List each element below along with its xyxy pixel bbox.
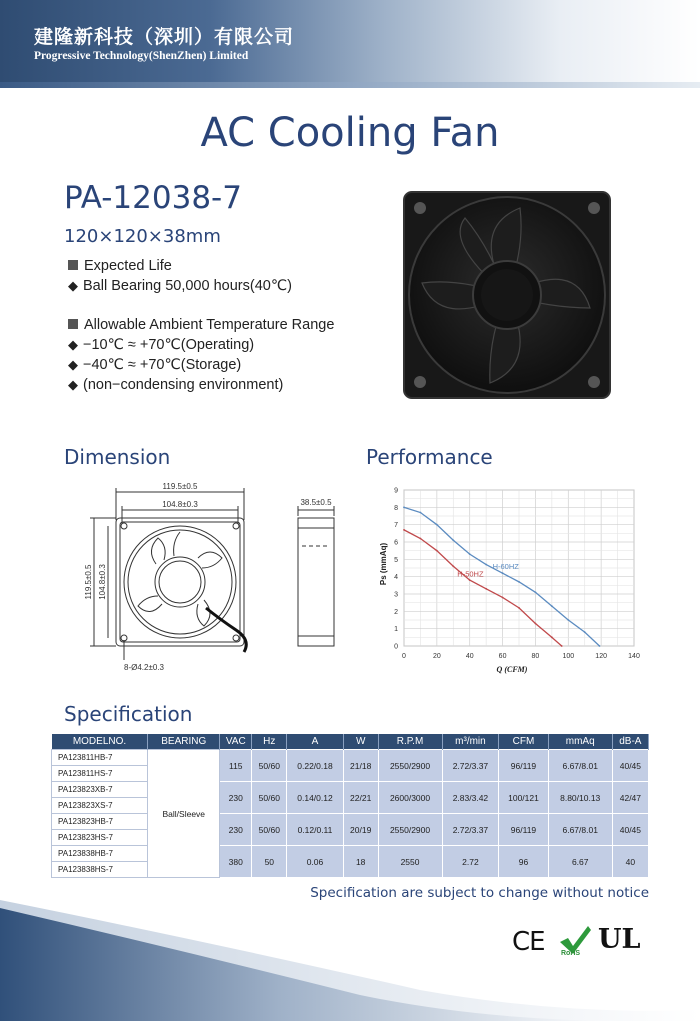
spec-value-cell: 2550 <box>378 846 442 878</box>
expected-life-value <box>68 278 292 294</box>
rohs-label: RoHS <box>561 950 581 957</box>
spec-value-cell: 0.14/0.12 <box>287 782 344 814</box>
company-name-en: Progressive Technology(ShenZhen) Limited <box>34 50 249 62</box>
spec-value-cell: 230 <box>220 782 252 814</box>
dimension-drawing <box>86 480 356 675</box>
spec-value-cell: 21/18 <box>343 750 378 782</box>
chart-data-point <box>403 529 405 531</box>
column-header: dB-A <box>612 734 648 750</box>
temperature-storage <box>68 357 241 373</box>
chart-series-label: H-50HZ <box>457 569 484 579</box>
diamond-bullet-icon: ◆ <box>68 337 78 352</box>
chart-data-point <box>561 645 563 647</box>
spec-value-cell: 40/45 <box>612 814 648 846</box>
spec-value-cell: 20/19 <box>343 814 378 846</box>
chart-data-point <box>502 572 504 574</box>
spec-value-cell: 40 <box>612 846 648 878</box>
table-header-row <box>52 734 649 750</box>
diamond-bullet-icon: ◆ <box>68 377 78 392</box>
model-number: PA-12038-7 <box>64 180 242 216</box>
spec-value-cell: 6.67 <box>548 846 612 878</box>
chart-x-tick-label: 120 <box>595 653 607 660</box>
column-header: VAC <box>220 734 252 750</box>
chart-y-tick-label: 4 <box>394 574 398 582</box>
chart-y-tick-label: 3 <box>394 591 398 599</box>
table-row <box>52 846 649 862</box>
table-row <box>52 750 649 766</box>
diamond-bullet-icon: ◆ <box>68 278 78 293</box>
model-number-cell: PA123823XB-7 <box>52 782 148 798</box>
chart-y-axis-label: Ps (mmAq) <box>379 542 388 586</box>
expected-life-heading <box>68 258 172 274</box>
performance-chart <box>372 480 662 678</box>
model-number-cell: PA123811HS-7 <box>52 766 148 782</box>
chart-y-tick-label: 1 <box>394 626 398 634</box>
fan-size: 120×120×38mm <box>64 226 221 247</box>
spec-value-cell: 100/121 <box>499 782 548 814</box>
chart-y-tick-label: 7 <box>394 522 398 530</box>
chart-data-point <box>452 539 454 541</box>
spec-value-cell: 0.06 <box>287 846 344 878</box>
spec-value-cell: 115 <box>220 750 252 782</box>
spec-value-cell: 50/60 <box>252 782 287 814</box>
temperature-label: Allowable Ambient Temperature Range <box>84 317 335 333</box>
depth-dimension-label: 38.5±0.5 <box>300 498 332 507</box>
chart-x-tick-label: 20 <box>432 653 441 660</box>
bearing-cell: Ball/Sleeve <box>148 750 220 878</box>
specification-note: Specification are subject to change without notice <box>310 885 649 901</box>
temperature-storage-text: −40℃ ≈ +70℃(Storage) <box>83 357 242 373</box>
performance-heading: Performance <box>366 445 493 469</box>
spec-value-cell: 2550/2900 <box>378 750 442 782</box>
hole-spacing-label: 104.8±0.3 <box>162 500 198 509</box>
square-bullet-icon <box>68 319 78 329</box>
spec-value-cell: 6.67/8.01 <box>548 750 612 782</box>
chart-data-point <box>535 623 537 625</box>
chart-x-tick-label: 40 <box>465 653 474 660</box>
temperature-heading <box>68 317 334 333</box>
column-header: W <box>343 734 378 750</box>
chart-y-tick-label: 6 <box>394 539 398 547</box>
spec-value-cell: 2.72 <box>442 846 499 878</box>
spec-value-cell: 0.12/0.11 <box>287 814 344 846</box>
spec-value-cell: 50 <box>252 846 287 878</box>
chart-y-tick-label: 5 <box>394 556 398 564</box>
hole-spacing-vertical-label: 104.8±0.3 <box>98 564 107 600</box>
column-header: Hz <box>252 734 287 750</box>
temperature-note-text: (non−condensing environment) <box>83 377 284 393</box>
chart-data-point <box>599 645 601 647</box>
column-header: R.P.M <box>378 734 442 750</box>
spec-value-cell: 380 <box>220 846 252 878</box>
spec-value-cell: 18 <box>343 846 378 878</box>
column-header: CFM <box>499 734 548 750</box>
specification-table <box>51 734 649 878</box>
model-number-cell: PA123823HS-7 <box>52 830 148 846</box>
spec-value-cell: 2600/3000 <box>378 782 442 814</box>
chart-data-point <box>420 538 422 540</box>
chart-data-point <box>452 565 454 567</box>
chart-data-point <box>518 607 520 609</box>
chart-y-tick-label: 0 <box>394 643 398 651</box>
spec-value-cell: 40/45 <box>612 750 648 782</box>
ce-mark-icon: CE <box>512 927 545 957</box>
chart-y-tick-label: 9 <box>394 487 398 495</box>
table-row <box>52 782 649 798</box>
chart-data-point <box>420 512 422 514</box>
dimension-heading: Dimension <box>64 445 171 469</box>
model-number-cell: PA123811HB-7 <box>52 750 148 766</box>
chart-x-axis-label: Q (CFM) <box>496 665 528 674</box>
temperature-operating-text: −10℃ ≈ +70℃(Operating) <box>83 337 255 353</box>
spec-value-cell: 6.67/8.01 <box>548 814 612 846</box>
chart-data-point <box>535 591 537 593</box>
square-bullet-icon <box>68 260 78 270</box>
chart-data-point <box>403 506 405 508</box>
chart-data-point <box>485 588 487 590</box>
model-number-cell: PA123823XS-7 <box>52 798 148 814</box>
spec-value-cell: 0.22/0.18 <box>287 750 344 782</box>
column-header: BEARING <box>148 734 220 750</box>
chart-x-tick-label: 80 <box>531 653 540 660</box>
temperature-note <box>68 377 283 393</box>
expected-life-text: Ball Bearing 50,000 hours(40℃) <box>83 278 292 294</box>
chart-x-tick-label: 0 <box>402 653 406 660</box>
chart-x-tick-label: 60 <box>498 653 507 660</box>
model-number-cell: PA123838HS-7 <box>52 862 148 878</box>
model-number-cell: PA123838HB-7 <box>52 846 148 862</box>
chart-data-point <box>551 605 553 607</box>
chart-data-point <box>436 524 438 526</box>
fan-product-image <box>400 188 614 402</box>
diamond-bullet-icon: ◆ <box>68 357 78 372</box>
chart-data-point <box>518 581 520 583</box>
chart-y-tick-label: 2 <box>394 608 398 616</box>
mounting-holes-label: 8-Ø4.2±0.3 <box>124 663 164 672</box>
spec-value-cell: 230 <box>220 814 252 846</box>
spec-value-cell: 2.72/3.37 <box>442 814 499 846</box>
height-dimension-label: 119.5±0.5 <box>84 564 93 600</box>
chart-data-point <box>567 619 569 621</box>
table-row <box>52 814 649 830</box>
column-header: m³/min <box>442 734 499 750</box>
spec-value-cell: 2.72/3.37 <box>442 750 499 782</box>
footer-wave <box>0 880 700 1021</box>
column-header: mmAq <box>548 734 612 750</box>
specification-heading: Specification <box>64 702 193 726</box>
column-header: A <box>287 734 344 750</box>
model-number-cell: PA123823HB-7 <box>52 814 148 830</box>
ul-mark-icon: UL <box>598 924 641 955</box>
chart-data-point <box>436 550 438 552</box>
chart-data-point <box>584 631 586 633</box>
column-header: MODELNO. <box>52 734 148 750</box>
chart-data-point <box>551 636 553 638</box>
chart-x-tick-label: 140 <box>628 653 640 660</box>
chart-data-point <box>469 553 471 555</box>
chart-data-point <box>502 597 504 599</box>
spec-value-cell: 8.80/10.13 <box>548 782 612 814</box>
spec-value-cell: 50/60 <box>252 750 287 782</box>
spec-value-cell: 96/119 <box>499 750 548 782</box>
temperature-operating <box>68 337 254 353</box>
company-name-cn: 建隆新科技（深圳）有限公司 <box>34 26 295 48</box>
spec-value-cell: 96 <box>499 846 548 878</box>
spec-value-cell: 50/60 <box>252 814 287 846</box>
chart-data-point <box>485 564 487 566</box>
header-divider <box>0 82 700 88</box>
spec-value-cell: 42/47 <box>612 782 648 814</box>
spec-value-cell: 2.83/3.42 <box>442 782 499 814</box>
page-title: AC Cooling Fan <box>200 110 500 156</box>
spec-value-cell: 22/21 <box>343 782 378 814</box>
chart-x-tick-label: 100 <box>562 653 575 660</box>
spec-value-cell: 2550/2900 <box>378 814 442 846</box>
width-dimension-label: 119.5±0.5 <box>162 482 198 491</box>
chart-data-point <box>469 579 471 581</box>
expected-life-label: Expected Life <box>84 258 172 274</box>
spec-value-cell: 96/119 <box>499 814 548 846</box>
chart-series-label: H-60HZ <box>492 562 519 572</box>
chart-y-tick-label: 8 <box>394 504 398 512</box>
